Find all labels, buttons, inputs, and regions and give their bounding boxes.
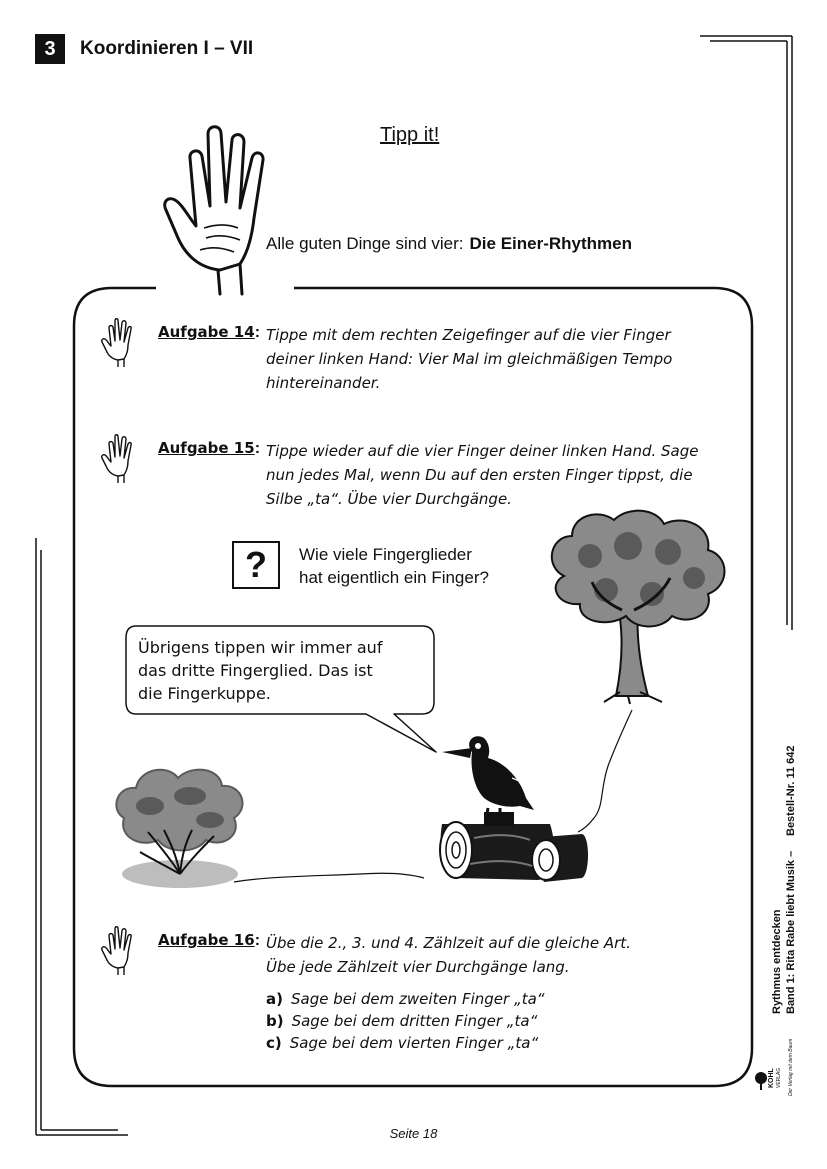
publisher-sub: VERLAG bbox=[776, 1067, 782, 1088]
task-16-item-a bbox=[266, 988, 545, 1010]
speech-line: das dritte Fingerglied. Das ist bbox=[138, 661, 373, 680]
raven-on-log-illustration bbox=[434, 728, 594, 888]
speech-line: Übrigens tippen wir immer auf bbox=[138, 638, 383, 657]
item-text: Sage bei dem dritten Finger „ta“ bbox=[291, 1012, 538, 1030]
question-line: hat eigentlich ein Finger? bbox=[299, 568, 489, 587]
item-letter: c) bbox=[266, 1034, 282, 1052]
question-line: Wie viele Fingerglieder bbox=[299, 545, 472, 564]
task-16-item-c bbox=[266, 1032, 538, 1054]
task-14: Aufgabe 14: bbox=[158, 323, 261, 341]
hand-icon bbox=[100, 316, 140, 368]
question-mark-box: ? bbox=[232, 541, 280, 589]
task-15: Aufgabe 15: bbox=[158, 439, 261, 457]
item-letter: a) bbox=[266, 990, 283, 1008]
tipp-title: Tipp it! bbox=[380, 124, 440, 146]
sidebar-series: Rythmus entdecken bbox=[771, 909, 783, 1014]
publisher-name: KOHL bbox=[768, 1068, 775, 1088]
sidebar-band-name: : Rita Rabe liebt Musik – bbox=[785, 850, 797, 978]
page-number: Seite 18 bbox=[389, 1126, 438, 1141]
ground-line bbox=[230, 860, 430, 890]
sidebar-order-number: Bestell-Nr. 11 642 bbox=[785, 745, 797, 836]
task-line: Übe jede Zählzeit vier Durchgänge lang. bbox=[266, 958, 570, 976]
hand-icon bbox=[100, 432, 140, 484]
sidebar-band-label: Band 1 bbox=[785, 977, 797, 1014]
task-line: Übe die 2., 3. und 4. Zählzeit auf die gleiche Art. bbox=[266, 934, 631, 952]
task-line: Tippe wieder auf die vier Finger deiner linken Hand. Sage bbox=[266, 442, 699, 460]
item-letter: b) bbox=[266, 1012, 284, 1030]
hand-icon bbox=[100, 924, 140, 976]
sidebar-band-title bbox=[785, 851, 797, 1014]
task-line: Silbe „ta“. Übe vier Durchgänge. bbox=[266, 490, 512, 508]
publisher-slogan: Der Verlag mit dem Baum bbox=[788, 1038, 794, 1096]
subtitle-lead: Alle guten Dinge sind vier: bbox=[266, 234, 464, 253]
hand-illustration bbox=[160, 118, 290, 298]
task-15-text bbox=[266, 439, 698, 511]
task-label: Aufgabe 16 bbox=[158, 931, 255, 949]
section-subtitle bbox=[266, 234, 632, 254]
question-text bbox=[299, 543, 489, 589]
chapter-number-badge: 3 bbox=[35, 34, 65, 64]
subtitle-bold: Die Einer-Rhythmen bbox=[469, 234, 632, 253]
speech-bubble-text bbox=[138, 636, 428, 705]
publisher-logo bbox=[754, 1064, 784, 1090]
task-label: Aufgabe 15 bbox=[158, 439, 255, 457]
task-line: deiner linken Hand: Vier Mal im gleichmäßigen Tempo bbox=[266, 350, 673, 368]
task-16: Aufgabe 16: bbox=[158, 931, 261, 949]
tree-logo-icon bbox=[754, 1072, 768, 1090]
task-line: hintereinander. bbox=[266, 374, 381, 392]
task-line: nun jedes Mal, wenn Du auf den ersten Finger tippst, die bbox=[266, 466, 693, 484]
task-14-text bbox=[266, 323, 672, 395]
task-label: Aufgabe 14 bbox=[158, 323, 255, 341]
task-line: Tippe mit dem rechten Zeigefinger auf die vier Finger bbox=[266, 326, 671, 344]
speech-line: die Fingerkuppe. bbox=[138, 684, 271, 703]
chapter-title: Koordinieren I – VII bbox=[80, 38, 254, 59]
task-16-item-b bbox=[266, 1010, 537, 1032]
tree-illustration bbox=[544, 506, 734, 706]
task-16-text bbox=[266, 931, 631, 979]
item-text: Sage bei dem vierten Finger „ta“ bbox=[289, 1034, 539, 1052]
bush-illustration bbox=[110, 762, 250, 892]
item-text: Sage bei dem zweiten Finger „ta“ bbox=[290, 990, 545, 1008]
